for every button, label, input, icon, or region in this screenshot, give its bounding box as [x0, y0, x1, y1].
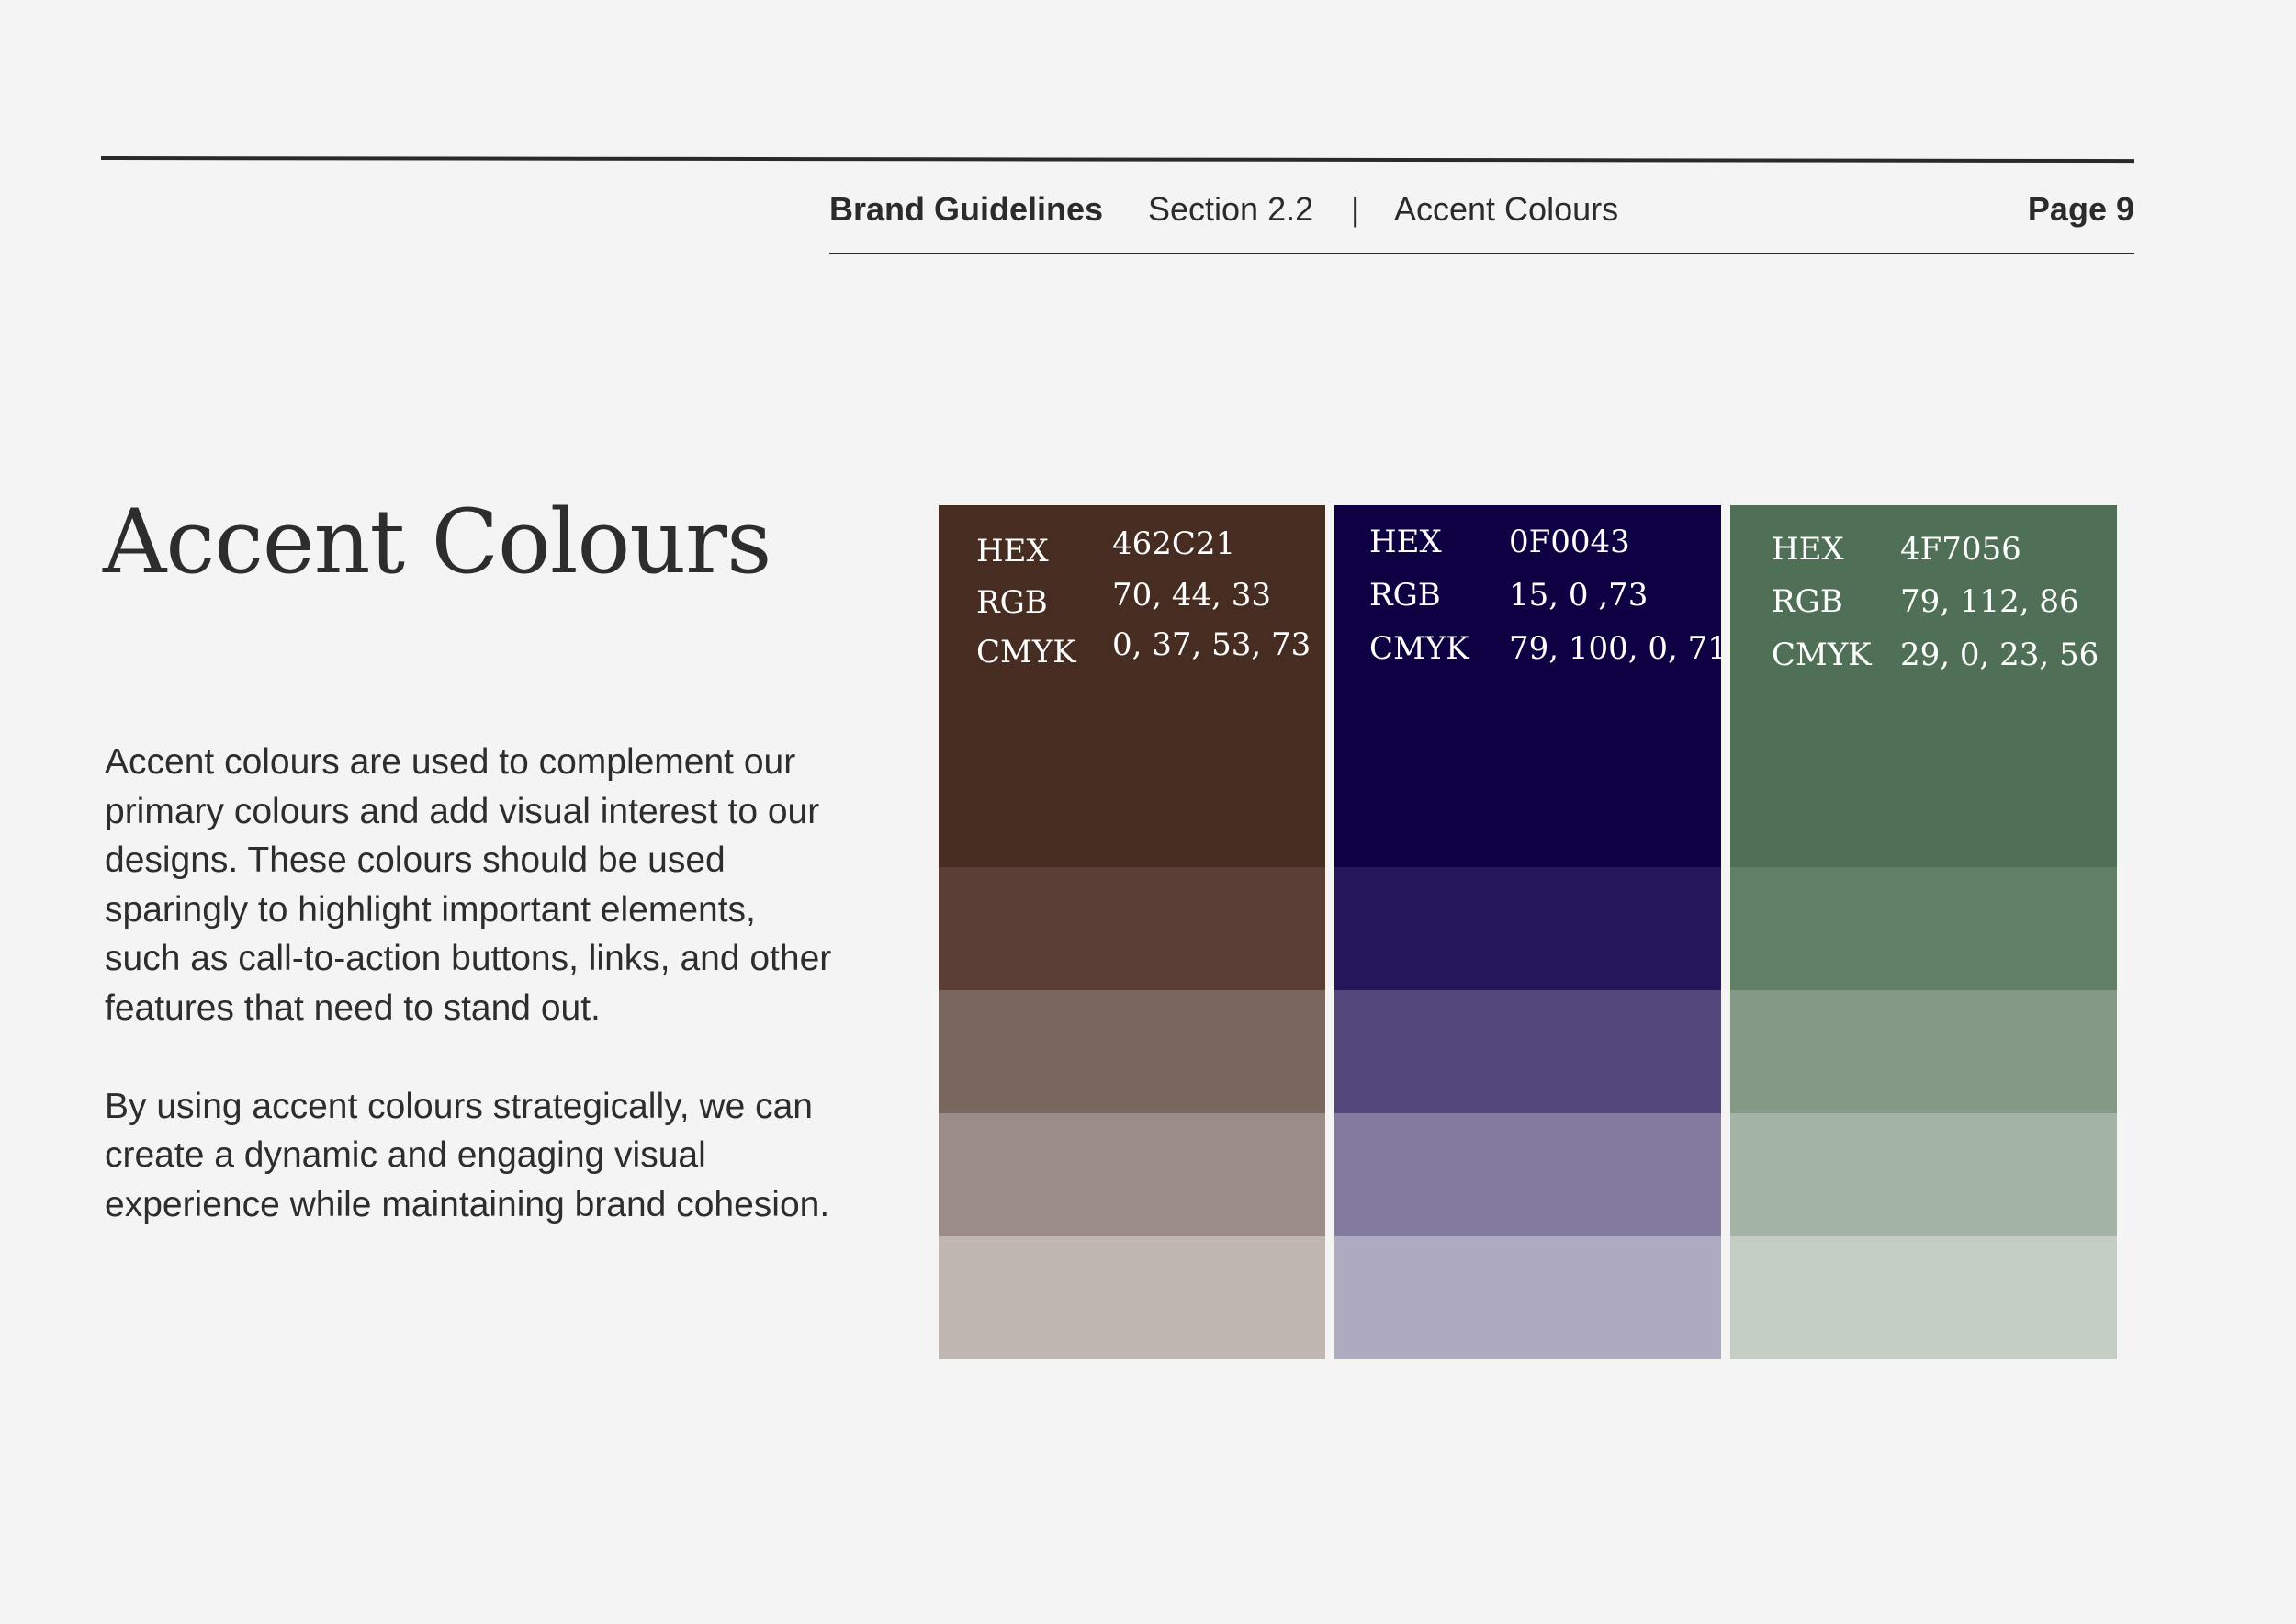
hex-label: HEX	[976, 533, 1049, 570]
hex-label: HEX	[1369, 524, 1442, 560]
header-brand: Brand Guidelines	[829, 190, 1104, 228]
cmyk-value: 29, 0, 23, 56	[1900, 637, 2099, 673]
tone-20	[1730, 1236, 2117, 1359]
page-number: Page 9	[2027, 190, 2134, 228]
hex-value: 0F0043	[1509, 524, 1630, 560]
body-copy	[105, 738, 839, 1279]
tone-80	[1334, 867, 1721, 990]
header-top-rule	[101, 156, 2134, 163]
tone-20	[1334, 1236, 1721, 1359]
body-paragraph-2: By using accent colours strategically, we can create a dynamic and engaging visual experience while maintaining brand cohesion.	[105, 1086, 830, 1224]
cmyk-label: CMYK	[1772, 637, 1872, 673]
rgb-value: 79, 112, 86	[1900, 583, 2079, 620]
color-specs	[976, 505, 1311, 689]
swatch-green	[1730, 505, 2117, 1359]
rgb-value: 70, 44, 33	[1112, 577, 1272, 614]
tone-80	[1730, 867, 2117, 990]
page-title: Accent Colours	[103, 491, 771, 593]
color-specs	[1772, 505, 2102, 689]
header-section: Section 2.2	[1148, 190, 1314, 228]
tone-60	[939, 990, 1325, 1113]
color-specs	[1369, 505, 1728, 689]
hex-label: HEX	[1772, 531, 1844, 568]
tone-80	[939, 867, 1325, 990]
tone-40	[939, 1113, 1325, 1236]
header-topic: Accent Colours	[1394, 190, 1619, 228]
rgb-label: RGB	[1369, 577, 1441, 614]
swatch-navy	[1334, 505, 1728, 1359]
swatch-brown	[939, 505, 1325, 1359]
cmyk-value: 79, 100, 0, 71	[1509, 630, 1728, 667]
tone-60	[1334, 990, 1721, 1113]
hex-value: 462C21	[1112, 525, 1236, 562]
rgb-value: 15, 0 ,73	[1509, 577, 1649, 614]
rgb-label: RGB	[976, 584, 1048, 621]
header-separator: |	[1351, 190, 1360, 228]
tone-60	[1730, 990, 2117, 1113]
header-underline	[829, 253, 2134, 254]
tone-20	[939, 1236, 1325, 1359]
cmyk-label: CMYK	[1369, 630, 1469, 667]
cmyk-value: 0, 37, 53, 73	[1112, 626, 1311, 663]
rgb-label: RGB	[1772, 583, 1843, 620]
cmyk-label: CMYK	[976, 634, 1076, 671]
tone-40	[1730, 1113, 2117, 1236]
body-paragraph-1: Accent colours are used to complement our primary colours and add visual interest to our designs. These colours should be used sparingly to highlight important elements, such as call-to-action buttons, links, and other features that need to stand out.	[105, 742, 832, 1028]
tone-40	[1334, 1113, 1721, 1236]
hex-value: 4F7056	[1900, 531, 2021, 568]
page-header	[829, 186, 2134, 233]
